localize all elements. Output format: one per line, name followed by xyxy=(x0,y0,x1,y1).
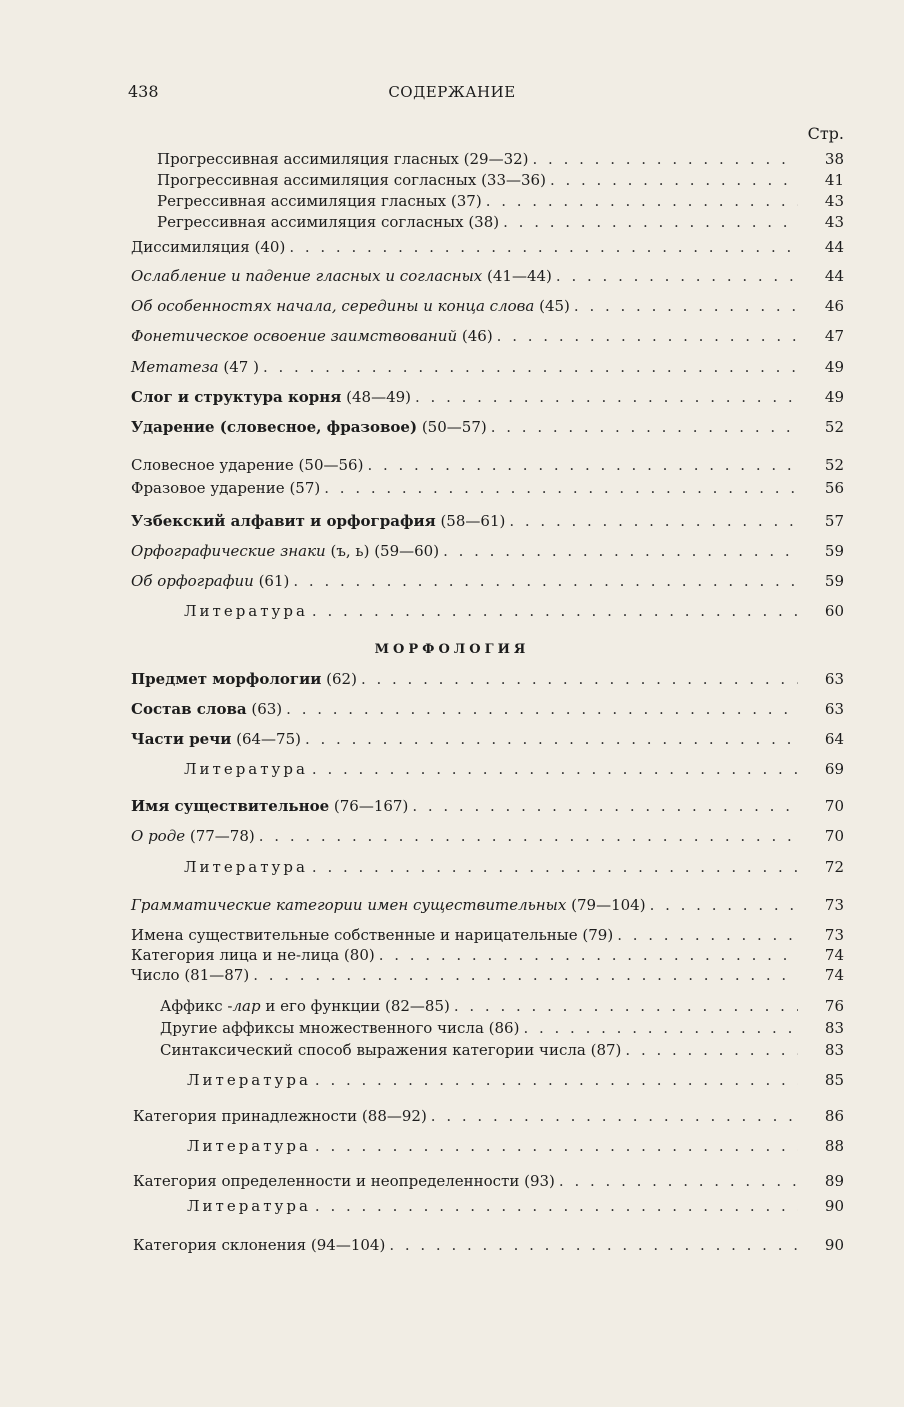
toc-entry-page: 47 xyxy=(824,327,844,345)
toc-entry xyxy=(131,946,844,968)
toc-entry-title xyxy=(131,297,570,315)
toc-entry-page: 59 xyxy=(824,572,844,590)
toc-literature xyxy=(187,1197,844,1219)
section-heading: МОРФОЛОГИЯ xyxy=(374,642,530,657)
toc-entry-title: Литература xyxy=(187,1071,311,1089)
toc-entry-page: 74 xyxy=(824,946,844,964)
leader-dots xyxy=(556,267,798,285)
toc-entry-title-bold: Части речи xyxy=(131,730,232,748)
toc-entry-range: (76—167) xyxy=(329,797,409,815)
leader-dots xyxy=(286,700,798,718)
toc-literature xyxy=(184,760,844,782)
toc-entry-title-bold: Слог и структура корня xyxy=(131,388,342,406)
toc-entry-range: (46) xyxy=(457,327,493,345)
toc-entry-title xyxy=(131,827,255,845)
toc-entry-title: Синтаксический способ выражения категории числа (87) xyxy=(160,1041,622,1059)
toc-entry xyxy=(131,456,844,478)
leader-dots xyxy=(253,966,798,984)
toc-entry-title: Диссимиляция (40) xyxy=(131,238,286,256)
running-title: СОДЕРЖАНИЕ xyxy=(388,83,516,101)
toc-entry xyxy=(131,966,844,988)
toc-entry-page: 70 xyxy=(824,827,844,845)
toc-entry xyxy=(160,1041,844,1063)
toc-entry xyxy=(131,572,844,594)
toc-entry-page: 49 xyxy=(824,388,844,406)
page-number: 438 xyxy=(128,82,159,101)
toc-entry-page: 89 xyxy=(824,1172,844,1190)
toc-entry-range: (41—44) xyxy=(482,267,552,285)
toc-entry-title-italic: Грамматические категории имен существительных xyxy=(131,896,567,914)
toc-entry-title xyxy=(131,418,487,436)
leader-dots xyxy=(259,827,798,845)
leader-dots xyxy=(497,327,798,345)
leader-dots xyxy=(312,760,798,778)
toc-entry-title: Прогрессивная ассимиляция согласных (33—36) xyxy=(157,171,546,189)
toc-entry-prefix: Аффикс - xyxy=(160,997,233,1015)
toc-entry-title: Категория лица и не-лица (80) xyxy=(131,946,375,964)
toc-entry xyxy=(131,358,844,380)
toc-entry-title-italic: Фонетическое освоение заимствований xyxy=(131,327,458,345)
toc-entry-page: 44 xyxy=(824,238,844,256)
toc-entry xyxy=(133,1236,844,1258)
toc-entry-range: (58—61) xyxy=(435,512,506,530)
leader-dots xyxy=(263,358,798,376)
toc-entry-page: 56 xyxy=(824,479,844,497)
toc-entry-range: (77—78) xyxy=(185,827,255,845)
toc-entry-page: 63 xyxy=(824,700,844,718)
toc-entry-title-bold: Ударение (словесное, фразовое) xyxy=(131,418,418,436)
toc-entry-title: Категория определенности и неопределенности (93) xyxy=(133,1172,555,1190)
toc-entry-page: 90 xyxy=(824,1197,844,1215)
toc-entry-page: 63 xyxy=(824,670,844,688)
toc-entry-page: 72 xyxy=(824,858,844,876)
toc-entry-page: 83 xyxy=(824,1019,844,1037)
leader-dots xyxy=(574,297,798,315)
toc-entry-title: Категория принадлежности (88—92) xyxy=(133,1107,427,1125)
toc-entry-title: Литература xyxy=(187,1197,311,1215)
toc-entry-title-italic: Орфографические знаки xyxy=(131,542,326,560)
toc-entry-range: (61) xyxy=(253,572,290,590)
toc-entry-page: 52 xyxy=(824,418,844,436)
toc-entry-title-italic: Ослабление и падение гласных и согласных xyxy=(131,267,483,285)
toc-literature xyxy=(184,858,844,880)
toc-entry-page: 83 xyxy=(824,1041,844,1059)
toc-entry-title xyxy=(160,997,450,1015)
leader-dots xyxy=(486,192,798,210)
toc-entry-range: (79—104) xyxy=(566,896,646,914)
toc-entry xyxy=(131,297,844,319)
toc-entry-title: Число (81—87) xyxy=(131,966,250,984)
toc-entry-title-italic: О роде xyxy=(131,827,186,845)
leader-dots xyxy=(650,896,798,914)
toc-entry-title-bold: Предмет морфологии xyxy=(131,670,322,688)
toc-entry-page: 46 xyxy=(824,297,844,315)
toc-entry-title-italic: Об особенностях начала, середины и конца слова xyxy=(131,297,535,315)
toc-literature xyxy=(187,1071,844,1093)
toc-entry xyxy=(160,997,844,1019)
toc-entry-title xyxy=(131,512,505,530)
toc-entry-title xyxy=(131,572,289,590)
toc-entry-title: Фразовое ударение (57) xyxy=(131,479,321,497)
toc-entry-title xyxy=(131,670,357,688)
toc-entry-range: (45) xyxy=(534,297,570,315)
leader-dots xyxy=(379,946,798,964)
toc-entry-title: Имена существительные собственные и нарицательные (79) xyxy=(131,926,614,944)
toc-entry-title xyxy=(131,797,408,815)
toc-entry-title: Литература xyxy=(184,760,308,778)
leader-dots xyxy=(509,512,798,530)
toc-entry-page: 52 xyxy=(824,456,844,474)
toc-entry-title-bold: Имя существительное xyxy=(131,797,330,815)
toc-entry-title xyxy=(131,700,282,718)
leader-dots xyxy=(454,997,798,1015)
toc-entry xyxy=(131,827,844,849)
toc-entry-range: (64—75) xyxy=(231,730,301,748)
leader-dots xyxy=(550,171,798,189)
toc-entry xyxy=(133,1172,844,1194)
toc-entry-page: 70 xyxy=(824,797,844,815)
toc-entry xyxy=(131,418,844,440)
toc-entry-title: Категория склонения (94—104) xyxy=(133,1236,386,1254)
toc-entry-page: 43 xyxy=(824,192,844,210)
leader-dots xyxy=(315,1071,798,1089)
toc-entry xyxy=(157,192,844,214)
toc-entry xyxy=(131,700,844,722)
leader-dots xyxy=(324,479,798,497)
toc-entry-title-bold: Узбекский алфавит и орфография xyxy=(131,512,436,530)
leader-dots xyxy=(389,1236,798,1254)
toc-entry-title xyxy=(131,730,301,748)
page-column-label: Стр. xyxy=(807,124,844,143)
toc-entry-page: 60 xyxy=(824,602,844,620)
toc-entry-title xyxy=(131,327,493,345)
toc-entry-range: (47 ) xyxy=(218,358,259,376)
leader-dots xyxy=(415,388,798,406)
toc-entry-page: 49 xyxy=(824,358,844,376)
leader-dots xyxy=(315,1197,798,1215)
toc-entry-page: 57 xyxy=(824,512,844,530)
toc-entry-page: 59 xyxy=(824,542,844,560)
toc-entry-range: (50—57) xyxy=(417,418,487,436)
toc-entry-title: Регрессивная ассимиляция согласных (38) xyxy=(157,213,500,231)
toc-entry-page: 88 xyxy=(824,1137,844,1155)
toc-entry-title-italic: лар xyxy=(232,997,261,1015)
toc-entry xyxy=(131,797,844,819)
leader-dots xyxy=(293,572,798,590)
toc-entry-title: Литература xyxy=(184,602,308,620)
toc-entry-title xyxy=(131,542,439,560)
toc-entry xyxy=(133,1107,844,1129)
leader-dots xyxy=(361,670,798,688)
toc-entry-page: 86 xyxy=(824,1107,844,1125)
toc-entry-page: 44 xyxy=(824,267,844,285)
toc-entry xyxy=(131,512,844,534)
toc-entry-title: Прогрессивная ассимиляция гласных (29—32) xyxy=(157,150,529,168)
leader-dots xyxy=(533,150,798,168)
toc-entry xyxy=(131,670,844,692)
toc-entry-page: 69 xyxy=(824,760,844,778)
toc-entry-title: Словесное ударение (50—56) xyxy=(131,456,364,474)
toc-entry xyxy=(157,213,844,235)
leader-dots xyxy=(503,213,798,231)
toc-entry-page: 41 xyxy=(824,171,844,189)
toc-entry-title xyxy=(131,388,411,406)
toc-entry-title-bold: Состав слова xyxy=(131,700,247,718)
leader-dots xyxy=(289,238,798,256)
toc-entry-page: 43 xyxy=(824,213,844,231)
leader-dots xyxy=(559,1172,798,1190)
toc-entry-title: Литература xyxy=(184,858,308,876)
toc-entry xyxy=(131,926,844,948)
toc-entry xyxy=(160,1019,844,1041)
toc-entry-title: Другие аффиксы множественного числа (86) xyxy=(160,1019,520,1037)
leader-dots xyxy=(617,926,798,944)
toc-entry xyxy=(157,150,844,172)
toc-entry-title xyxy=(131,896,646,914)
toc-entry-page: 64 xyxy=(824,730,844,748)
toc-entry-range: (ъ, ь) (59—60) xyxy=(325,542,440,560)
toc-entry-range: (62) xyxy=(321,670,357,688)
toc-entry-title xyxy=(131,358,259,376)
leader-dots xyxy=(412,797,798,815)
leader-dots xyxy=(491,418,798,436)
toc-entry-title-italic: Об орфографии xyxy=(131,572,254,590)
toc-entry-title: Регрессивная ассимиляция гласных (37) xyxy=(157,192,482,210)
toc-entry-page: 73 xyxy=(824,896,844,914)
toc-entry xyxy=(131,238,844,260)
leader-dots xyxy=(523,1019,798,1037)
toc-entry xyxy=(131,327,844,349)
toc-entry-page: 90 xyxy=(824,1236,844,1254)
toc-entry xyxy=(157,171,844,193)
toc-entry-page: 38 xyxy=(824,150,844,168)
toc-entry xyxy=(131,542,844,564)
toc-entry-title: Литература xyxy=(187,1137,311,1155)
toc-entry xyxy=(131,479,844,501)
toc-entry xyxy=(131,267,844,289)
leader-dots xyxy=(367,456,798,474)
leader-dots xyxy=(305,730,798,748)
toc-entry-page: 73 xyxy=(824,926,844,944)
leader-dots xyxy=(443,542,798,560)
toc-entry-range: (63) xyxy=(246,700,283,718)
toc-entry xyxy=(131,896,844,918)
toc-entry xyxy=(131,388,844,410)
leader-dots xyxy=(312,858,798,876)
leader-dots xyxy=(315,1137,798,1155)
toc-entry-range: (48—49) xyxy=(341,388,412,406)
leader-dots xyxy=(312,602,798,620)
toc-entry-page: 85 xyxy=(824,1071,844,1089)
leader-dots xyxy=(431,1107,798,1125)
toc-entry-page: 74 xyxy=(824,966,844,984)
toc-entry-title xyxy=(131,267,552,285)
toc-entry xyxy=(131,730,844,752)
leader-dots xyxy=(625,1041,798,1059)
toc-entry-range: и его функции (82—85) xyxy=(260,997,450,1015)
toc-literature xyxy=(184,602,844,624)
toc-literature xyxy=(187,1137,844,1159)
toc-entry-title-italic: Метатеза xyxy=(131,358,219,376)
toc-entry-page: 76 xyxy=(824,997,844,1015)
